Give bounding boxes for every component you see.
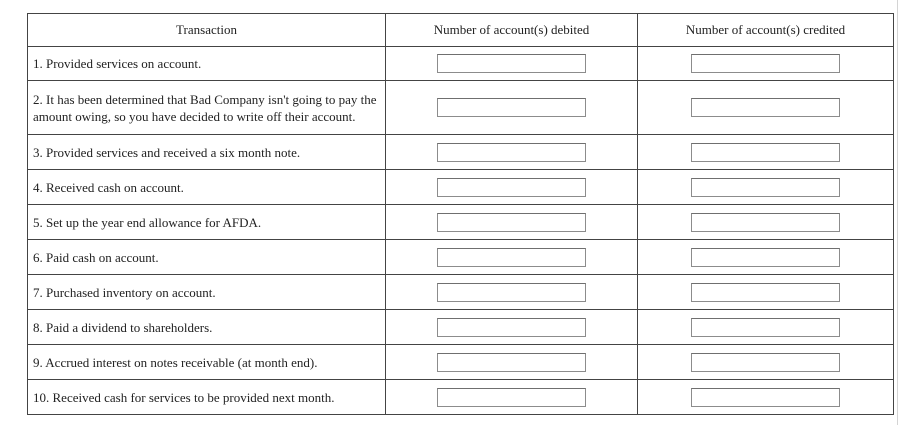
header-transaction: Transaction [28, 14, 386, 47]
transaction-description: 5. Set up the year end allowance for AFDA. [28, 205, 386, 240]
debited-count-input[interactable] [437, 143, 586, 162]
transaction-description: 10. Received cash for services to be provided next month. [28, 380, 386, 415]
table-row [28, 310, 894, 345]
transaction-description: 1. Provided services on account. [28, 47, 386, 81]
transaction-description: 2. It has been determined that Bad Company isn't going to pay the amount owing, so you have decided to write off their account. [28, 81, 386, 135]
credited-count-input[interactable] [691, 283, 840, 302]
transaction-description: 3. Provided services and received a six month note. [28, 135, 386, 170]
debited-count-input[interactable] [437, 248, 586, 267]
debited-count-input[interactable] [437, 98, 586, 117]
header-row [28, 14, 894, 47]
transactions-table [27, 13, 894, 415]
header-debited: Number of account(s) debited [386, 14, 638, 47]
transaction-description: 4. Received cash on account. [28, 170, 386, 205]
debited-count-input[interactable] [437, 353, 586, 372]
debited-count-input[interactable] [437, 388, 586, 407]
debited-count-input[interactable] [437, 54, 586, 73]
credited-count-input[interactable] [691, 248, 840, 267]
credited-count-input[interactable] [691, 353, 840, 372]
credited-count-input[interactable] [691, 388, 840, 407]
transaction-description: 7. Purchased inventory on account. [28, 275, 386, 310]
debited-count-input[interactable] [437, 283, 586, 302]
table-row [28, 81, 894, 135]
table-row [28, 205, 894, 240]
debited-count-input[interactable] [437, 178, 586, 197]
credited-count-input[interactable] [691, 143, 840, 162]
transaction-description: 9. Accrued interest on notes receivable (at month end). [28, 345, 386, 380]
table-row [28, 380, 894, 415]
debited-count-input[interactable] [437, 318, 586, 337]
table-row [28, 240, 894, 275]
table-row [28, 47, 894, 81]
header-credited: Number of account(s) credited [638, 14, 894, 47]
debited-count-input[interactable] [437, 213, 586, 232]
credited-count-input[interactable] [691, 213, 840, 232]
table-row [28, 170, 894, 205]
page-right-edge [897, 0, 898, 425]
table-row [28, 135, 894, 170]
transaction-description: 8. Paid a dividend to shareholders. [28, 310, 386, 345]
credited-count-input[interactable] [691, 98, 840, 117]
transaction-description: 6. Paid cash on account. [28, 240, 386, 275]
credited-count-input[interactable] [691, 54, 840, 73]
credited-count-input[interactable] [691, 318, 840, 337]
table-row [28, 345, 894, 380]
credited-count-input[interactable] [691, 178, 840, 197]
table-row [28, 275, 894, 310]
